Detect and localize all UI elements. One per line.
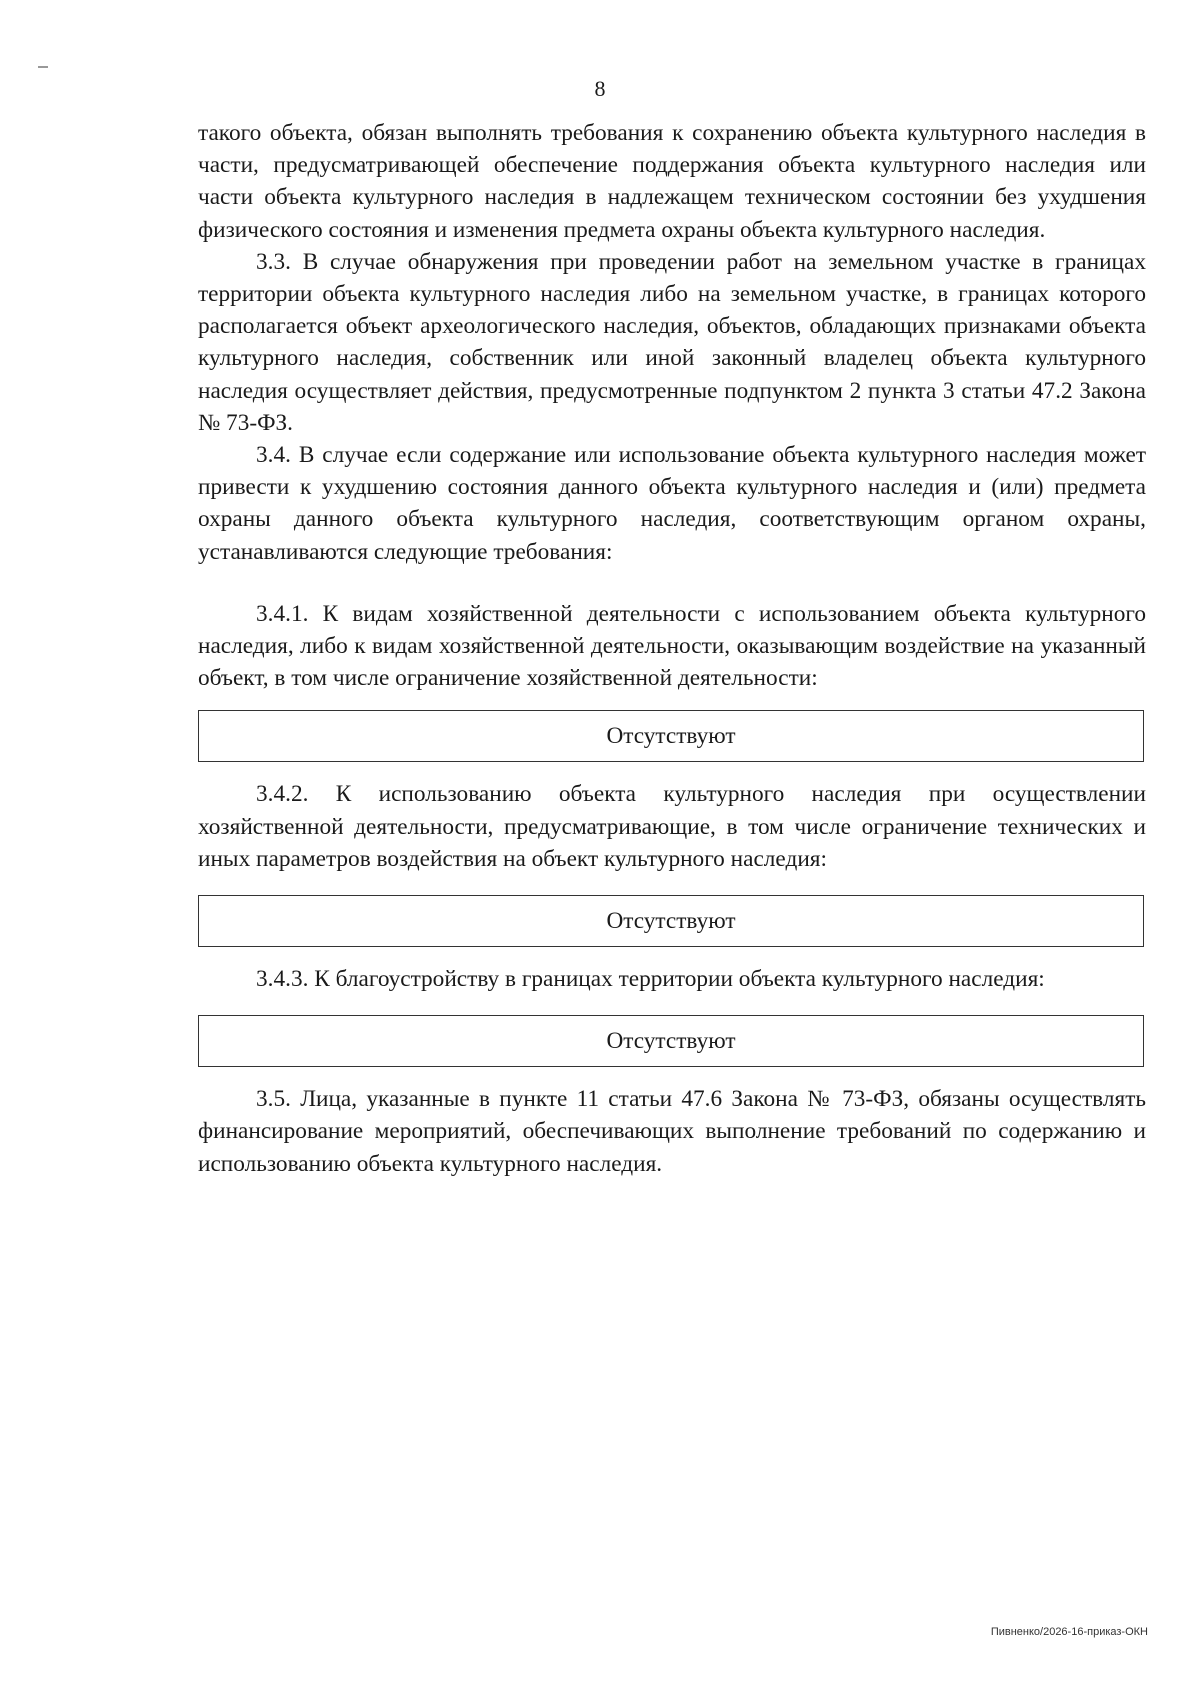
paragraph-3-4-2: 3.4.2. К использованию объекта культурного наследия при осуществлении хозяйственной деятельности, предусматривающие, в том числе ограничение технических и иных параметров воздействия на объект культурного наследия: bbox=[198, 781, 1146, 872]
paragraph-3-4-1: 3.4.1. К видам хозяйственной деятельности с использованием объекта культурного наследия, либо к видам хозяйственной деятельности, оказывающим воздействие на указанный объект, в том числе ограничение хозяйственной деятельности: bbox=[198, 600, 1146, 692]
paragraph-3-4-3: 3.4.3. К благоустройству в границах территории объекта культурного наследия: bbox=[256, 966, 1045, 993]
scan-speck bbox=[38, 66, 48, 68]
paragraph-3-4: 3.4. В случае если содержание или использование объекта культурного наследия может привести к ухудшению состояния данного объекта культурного наследия и (или) предмета охраны данного объекта культурного наследия, соответствующим органом охраны, устанавливаются следующие требования: bbox=[198, 442, 1146, 565]
document-body bbox=[198, 117, 1146, 1180]
requirement-box-3-4-3: Отсутствуют bbox=[198, 1015, 1144, 1067]
requirement-box-3-4-1: Отсутствуют bbox=[198, 710, 1144, 762]
paragraph-3-5: 3.5. Лица, указанные в пункте 11 статьи 47.6 Закона № 73-ФЗ, обязаны осуществлять финансирование мероприятий, обеспечивающих выполнение требований по содержанию и использованию объекта культурного наследия. bbox=[198, 1086, 1146, 1177]
paragraph-3-3: 3.3. В случае обнаружения при проведении работ на земельном участке в границах территории объекта культурного наследия либо на земельном участке, в границах которого располагается объект археологического наследия, объектов, обладающих признаками объекта культурного наследия, собственник или иной законный владелец объекта культурного наследия осуществляет действия, предусмотренные подпунктом 2 пункта 3 статьи 47.2 Закона № 73-ФЗ. bbox=[198, 248, 1146, 436]
page-number: 8 bbox=[594, 76, 606, 101]
requirement-box-3-4-2: Отсутствуют bbox=[198, 895, 1144, 947]
document-footer-code: Пивненко/2026-16-приказ-ОКН bbox=[990, 1626, 1148, 1638]
paragraph-continuation: такого объекта, обязан выполнять требования к сохранению объекта культурного наследия в части, предусматривающей обеспечение поддержания объекта культурного наследия или части объекта культурного наследия в надлежащем техническом состоянии без ухудшения физического состояния и изменения предмета охраны объекта культурного наследия. bbox=[198, 120, 1146, 243]
